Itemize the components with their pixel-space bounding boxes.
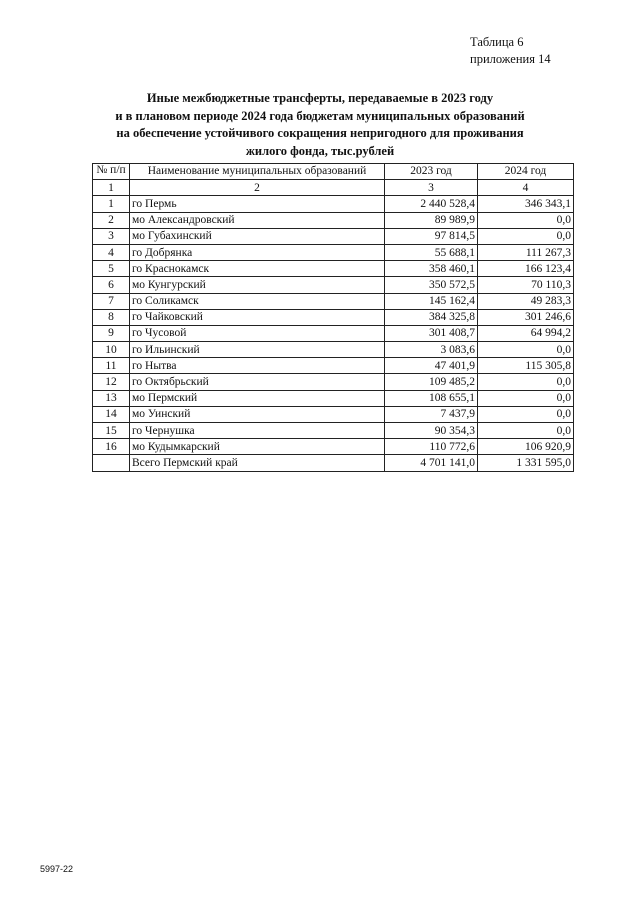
row-number: 2: [93, 212, 130, 228]
header-2024: 2024 год: [478, 164, 574, 180]
table-row: [93, 196, 574, 212]
row-value-2024: 115 305,8: [478, 358, 574, 374]
row-value-2023: 145 162,4: [385, 293, 478, 309]
row-number: 15: [93, 423, 130, 439]
row-value-2023: 97 814,5: [385, 228, 478, 244]
column-number-row: [93, 180, 574, 196]
row-municipality: го Октябрьский: [130, 374, 385, 390]
document-code: 5997-22: [40, 864, 74, 874]
header-number-text: № п/п: [96, 164, 126, 176]
row-value-2024: 0,0: [478, 374, 574, 390]
row-value-2023: 47 401,9: [385, 358, 478, 374]
row-value-2024: 111 267,3: [478, 244, 574, 260]
row-number: 4: [93, 244, 130, 260]
row-municipality: го Соликамск: [130, 293, 385, 309]
table-row: [93, 293, 574, 309]
row-number: 7: [93, 293, 130, 309]
row-municipality: го Пермь: [130, 196, 385, 212]
row-value-2023: 350 572,5: [385, 277, 478, 293]
header-number: [93, 164, 130, 180]
table-row: [93, 390, 574, 406]
reference-table-number: Таблица 6: [470, 35, 524, 49]
header-2023: 2023 год: [385, 164, 478, 180]
table-row: [93, 406, 574, 422]
row-municipality: мо Уинский: [130, 406, 385, 422]
row-municipality: го Краснокамск: [130, 261, 385, 277]
row-number: 3: [93, 228, 130, 244]
title-line-3: на обеспечение устойчивого сокращения непригодного для проживания: [116, 126, 524, 140]
row-value-2024: 49 283,3: [478, 293, 574, 309]
row-number: 5: [93, 261, 130, 277]
table-row: [93, 374, 574, 390]
row-number: 14: [93, 406, 130, 422]
table-row: [93, 212, 574, 228]
row-value-2023: 358 460,1: [385, 261, 478, 277]
table-row: [93, 309, 574, 325]
table-row: [93, 423, 574, 439]
row-value-2023: 109 485,2: [385, 374, 478, 390]
row-value-2024: 0,0: [478, 228, 574, 244]
row-municipality: мо Кунгурский: [130, 277, 385, 293]
row-value-2024: 0,0: [478, 423, 574, 439]
table-row: [93, 342, 574, 358]
row-value-2023: 90 354,3: [385, 423, 478, 439]
row-value-2023: 55 688,1: [385, 244, 478, 260]
total-row: [93, 455, 574, 471]
column-number: 2: [130, 180, 385, 196]
row-value-2023: 7 437,9: [385, 406, 478, 422]
row-number: 16: [93, 439, 130, 455]
table-header-row: [93, 164, 574, 180]
reference-appendix: приложения 14: [470, 52, 551, 66]
table-row: [93, 244, 574, 260]
row-municipality: го Добрянка: [130, 244, 385, 260]
total-2023: 4 701 141,0: [385, 455, 478, 471]
row-value-2023: 2 440 528,4: [385, 196, 478, 212]
table-row: [93, 277, 574, 293]
row-municipality: го Ильинский: [130, 342, 385, 358]
header-name: Наименование муниципальных образований: [130, 164, 385, 180]
column-number: 4: [478, 180, 574, 196]
title-line-4: жилого фонда, тыс.рублей: [245, 143, 395, 158]
row-value-2024: 0,0: [478, 390, 574, 406]
row-municipality: го Чайковский: [130, 309, 385, 325]
table-body: [93, 196, 574, 455]
row-municipality: мо Кудымкарский: [130, 439, 385, 455]
total-empty-cell: [93, 455, 130, 471]
table-reference: [470, 34, 590, 68]
row-municipality: го Нытва: [130, 358, 385, 374]
document-title: [90, 90, 550, 160]
row-municipality: мо Александровский: [130, 212, 385, 228]
total-label: Всего Пермский край: [130, 455, 385, 471]
row-value-2024: 0,0: [478, 406, 574, 422]
table-row: [93, 228, 574, 244]
row-number: 9: [93, 325, 130, 341]
table-row: [93, 358, 574, 374]
table-row: [93, 261, 574, 277]
row-municipality: мо Губахинский: [130, 228, 385, 244]
row-value-2023: 3 083,6: [385, 342, 478, 358]
row-value-2023: 110 772,6: [385, 439, 478, 455]
row-number: 1: [93, 196, 130, 212]
title-line-2: и в плановом периоде 2024 года бюджетам муниципальных образований: [115, 108, 525, 123]
row-value-2024: 64 994,2: [478, 325, 574, 341]
table-row: [93, 325, 574, 341]
row-number: 8: [93, 309, 130, 325]
row-number: 10: [93, 342, 130, 358]
title-line-1: Иные межбюджетные трансферты, передаваемые в 2023 году: [146, 91, 494, 105]
row-number: 6: [93, 277, 130, 293]
row-value-2023: 89 989,9: [385, 212, 478, 228]
row-value-2023: 301 408,7: [385, 325, 478, 341]
row-value-2024: 166 123,4: [478, 261, 574, 277]
row-value-2024: 70 110,3: [478, 277, 574, 293]
row-municipality: го Чусовой: [130, 325, 385, 341]
row-number: 12: [93, 374, 130, 390]
row-value-2024: 0,0: [478, 212, 574, 228]
total-2024: 1 331 595,0: [478, 455, 574, 471]
column-number: 1: [93, 180, 130, 196]
row-value-2024: 106 920,9: [478, 439, 574, 455]
row-value-2024: 346 343,1: [478, 196, 574, 212]
table-row: [93, 439, 574, 455]
row-municipality: го Чернушка: [130, 423, 385, 439]
row-value-2024: 0,0: [478, 342, 574, 358]
row-value-2024: 301 246,6: [478, 309, 574, 325]
row-number: 13: [93, 390, 130, 406]
row-value-2023: 108 655,1: [385, 390, 478, 406]
transfers-table: [92, 163, 574, 472]
row-municipality: мо Пермский: [130, 390, 385, 406]
column-number: 3: [385, 180, 478, 196]
row-value-2023: 384 325,8: [385, 309, 478, 325]
row-number: 11: [93, 358, 130, 374]
